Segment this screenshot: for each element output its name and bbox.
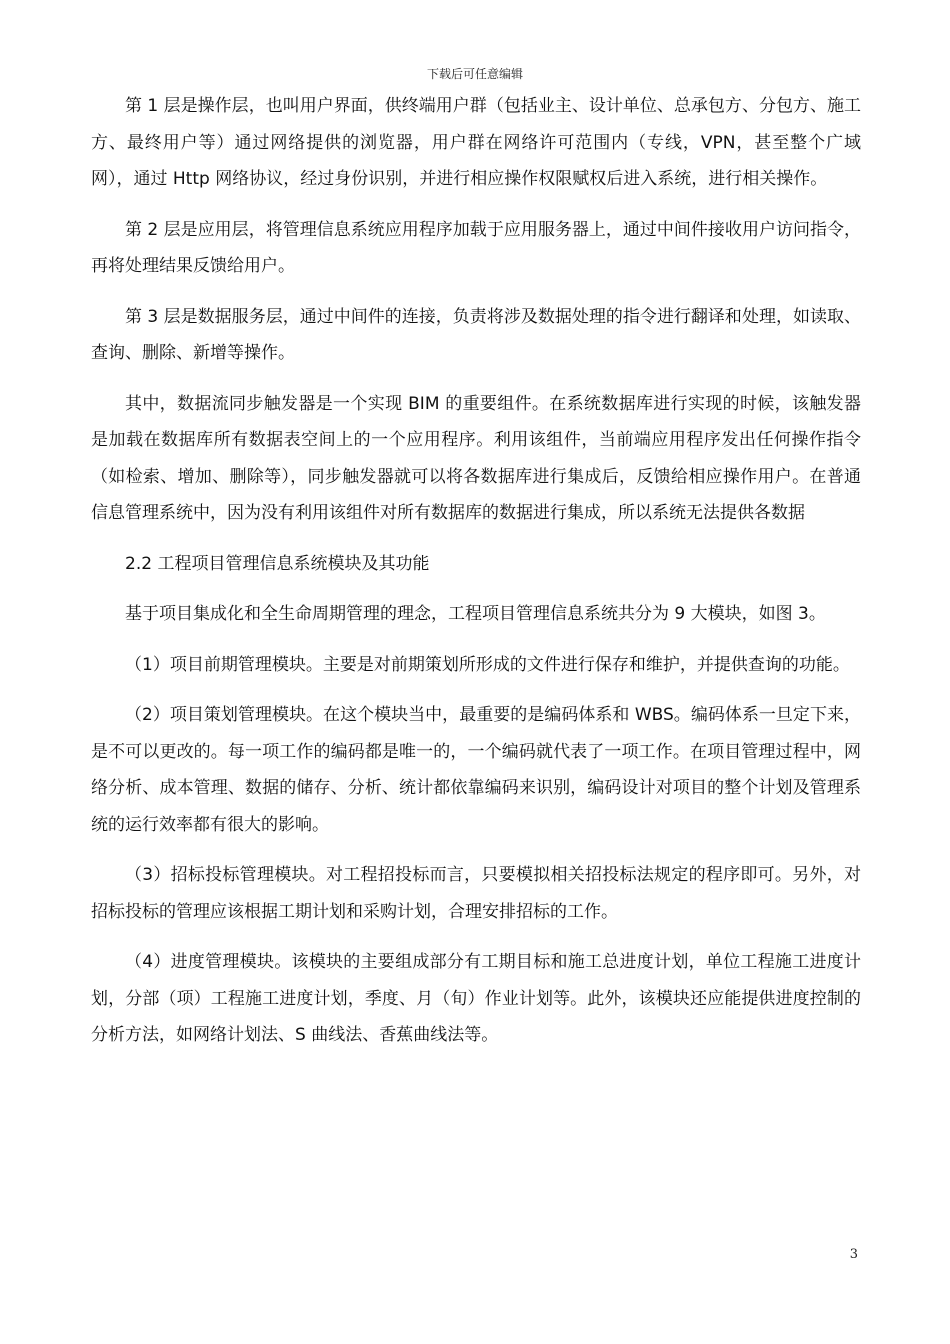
paragraph-modules-intro: 基于项目集成化和全生命周期管理的理念，工程项目管理信息系统共分为 9 大模块，如图 3。 — [125, 604, 826, 624]
page-header: 下载后可任意编辑 — [426, 67, 523, 81]
paragraph-module-1: （1）项目前期管理模块。主要是对前期策划所形成的文件进行保存和维护，并提供查询的功能。 — [125, 654, 850, 675]
paragraph-module-4: （4）进度管理模块。该模块的主要组成部分有工期目标和施工总进度计划，单位工程施工进度计划，分部（项）工程施工进度计划，季度、月（旬）作业计划等。此外，该模块还应能提供进度控制的分析方法，如网络计划法、S 曲线法、香蕉曲线法等。 — [91, 952, 861, 1045]
paragraph-module-3: （3）招标投标管理模块。对工程招投标而言，只要模拟相关招投标法规定的程序即可。另外，对招标投标的管理应该根据工期计划和采购计划，合理安排招标的工作。 — [91, 865, 861, 922]
section-heading: 2.2 工程项目管理信息系统模块及其功能 — [125, 553, 430, 574]
paragraph-layer-3: 第 3 层是数据服务层，通过中间件的连接，负责将涉及数据处理的指令进行翻译和处理，如读取、查询、删除、新增等操作。 — [91, 306, 861, 363]
page-number: 3 — [849, 1247, 858, 1262]
paragraph-layer-2: 第 2 层是应用层，将管理信息系统应用程序加载于应用服务器上，通过中间件接收用户访问指令，再将处理结果反馈给用户。 — [91, 219, 861, 276]
paragraph-module-2: （2）项目策划管理模块。在这个模块当中，最重要的是编码体系和 WBS。编码体系一旦定下来，是不可以更改的。每一项工作的编码都是唯一的，一个编码就代表了一项工作。在项目管理过程中，网络分析、成本管理、数据的储存、分析、统计都依靠编码来识别，编码设计对项目的整个计划及管理系统的运行效率都有很大的影响。 — [91, 705, 861, 835]
document-body — [91, 88, 861, 1068]
paragraph-sync-trigger: 其中，数据流同步触发器是一个实现 BIM 的重要组件。在系统数据库进行实现的时候，该触发器是加载在数据库所有数据表空间上的一个应用程序。利用该组件，当前端应用程序发出任何操作指令（如检索、增加、删除等），同步触发器就可以将各数据库进行集成后，反馈给相应操作用户。在普通信息管理系统中，因为没有利用该组件对所有数据库的数据进行集成，所以系统无法提供各数据 — [91, 393, 861, 523]
paragraph-layer-1: 第 1 层是操作层，也叫用户界面，供终端用户群（包括业主、设计单位、总承包方、分包方、施工方、最终用户等）通过网络提供的浏览器，用户群在网络许可范围内（专线，VPN，甚至整个广域网），通过 Http 网络协议，经过身份识别，并进行相应操作权限赋权后进入系统，进行相关操作。 — [91, 96, 861, 189]
